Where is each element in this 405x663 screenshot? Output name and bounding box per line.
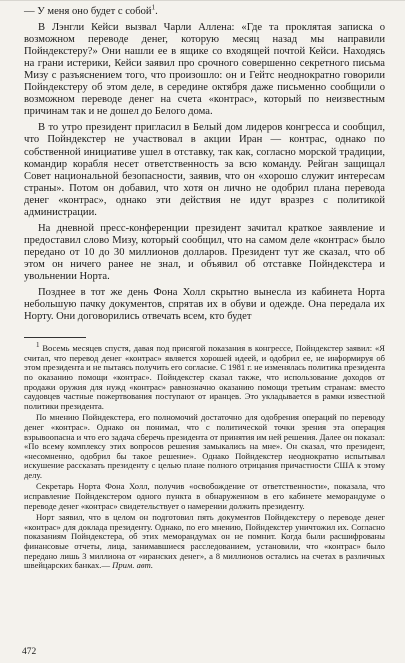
footnote-paragraph-2: По мнению Пойндекстера, его полномочий достаточно для одобрения операций по переводу денег «контрас». Однако он понимал, что с политической точки зрения эта операция взрывоопасна и что его задача сберечь президента от принятия им ней решения. Далее он показал: «По всему комплексу этих вопросов решения замыкались на мне». Он сказал, что президент, «несомненно, одобрил бы такое решение». Однако Пойндекстер неоднократно испытывал искушение рассказать президенту с целью плане полного отрицания причастности США к этому делу. bbox=[24, 412, 385, 480]
footnote-paragraph-4: Норт заявил, что в целом он подготовил пять документов Пойндекстеру о переводе денег «контрас» для доклада президенту. Однако, по его мнению, Пойндекстер уничтожил их. Согласно показаниям Пойндекстера, об этих меморандумах он не помнит. Когда были расшифрованы финансовые отчеты, лица, занимавшиеся расследованием, установили, что «контрас» было передано лишь 3 миллиона от «иранских денег», а 8 миллионов остались на счетах в различных швейцарских банках.— Прим. авт. bbox=[24, 512, 385, 571]
footnotes bbox=[24, 341, 385, 571]
top-edge bbox=[0, 0, 405, 1]
footnote-paragraph-3: Секретарь Норта Фона Холл, получив «освобождение от ответственности», показала, что исправление Пойндекстером одного пункта в обнаруженном в его кабинете меморандуме о переводе денег «контрас» свидетельствует о намерении должить президенту. bbox=[24, 481, 385, 511]
main-text bbox=[24, 3, 385, 323]
paragraph-2: В Лэнгли Кейси вызвал Чарли Аллена: «Где та проклятая записка о возможном переводе денег, которую месяц назад мы направили Пойндекстеру?» Они нашли ее в ящике со входящей почтой Кейси. Находясь на грани истерики, Кейси заявил про срочного совершенно секретного письма Мизу с разъяснением того, что произошло: он и Гейтс неоднократно говорили Пойндекстеру об этом деле, в середине октября даже письменно сообщили о возможном переводе денег на счета «контрас», который по неизвестным причинам так и не дошел до Белого дома. bbox=[24, 22, 385, 118]
author-note-mark: Прим. авт. bbox=[112, 560, 153, 571]
page-number: 472 bbox=[22, 647, 37, 657]
footnote-divider bbox=[24, 337, 86, 338]
paragraph-1: — У меня оно будет с собой$^1$. bbox=[24, 3, 158, 17]
footnote-ref-1: 1 bbox=[151, 3, 156, 12]
paragraph-5: Позднее в тот же день Фона Холл скрытно вынесла из кабинета Норта небольшую пачку документов, спрятав их в обуви и одежде. Она передала их Норту. Они договорились отвечать всем, кто будет bbox=[24, 287, 385, 323]
paragraph-3: В то утро президент пригласил в Белый дом лидеров конгресса и сообщил, что Пойндекстер не участвовал в акции Иран — контрас, однако по собственной инициативе ушел в отставку, так как, согласно морской традиции, командир корабля несет ответственность за всю команду. Рейган защищал Совет национальной безопасности, заявив, что он «хорошо служит интересам страны». Потом он добавил, что хотя он лично не одобрил плана перевода денег «контрас», однако эти действия не идут вразрез с политикой администрации. bbox=[24, 122, 385, 218]
paragraph-4: На дневной пресс-конференции президент зачитал краткое заявление и предоставил слово Мизу, который сообщил, что на самом деле «контрас» было передано от 10 до 30 миллионов долларов. Президент тут же сказал, что об этом он ничего ранее не знал, и объявил об отставке Пойндекстера и увольнении Норта. bbox=[24, 222, 385, 282]
footnote-1: $^1$ Восемь месяцев спустя, давая под присягой показания в конгрессе, Пойндекстер заявил: «Я считал, что перевод денег «контрас» является хорошей идеей, и одобрил ее, не информируя об этом президента и не пытаясь получить его согласие. С 1981 г. не изменялась политика президента по оказанию помощи «контрас». Пойндекстер сказал также, что использование доходов от продажи оружия для нужд «контрас» равнозначно оказанию помощи третьим странам: вместо саудовцев частные пожертвования поступают от иранцев. Это укладывается в рамки известной политики президента. bbox=[24, 341, 385, 411]
